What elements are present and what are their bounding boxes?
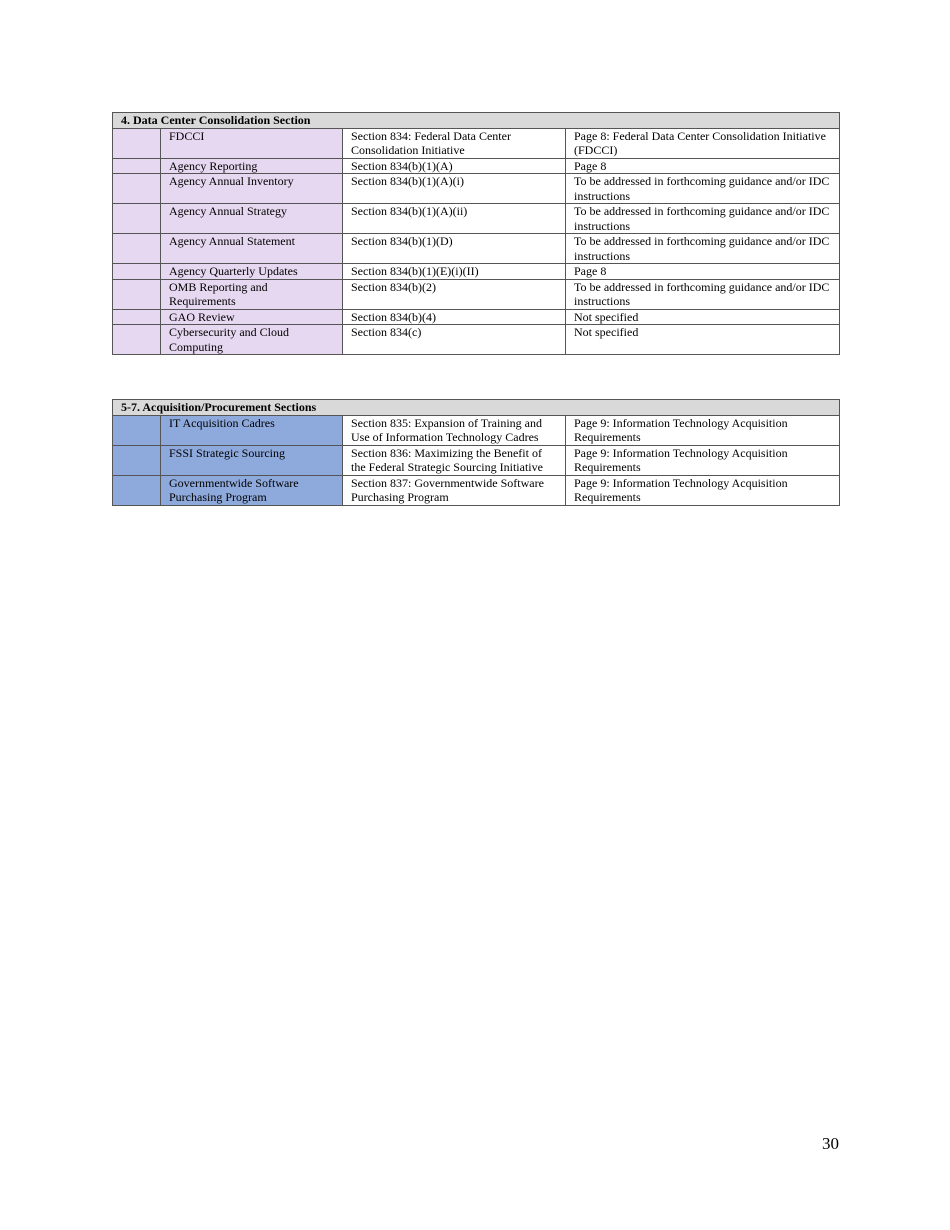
section-cell: Section 835: Expansion of Training and Use of Information Technology Cadres xyxy=(343,415,566,445)
table-header-row xyxy=(113,400,840,416)
section-cell: Section 834(b)(1)(E)(i)(II) xyxy=(343,264,566,280)
acquisition-procurement-table xyxy=(112,399,840,506)
row-marker-cell xyxy=(113,174,161,204)
page-number: 30 xyxy=(822,1134,839,1153)
section-cell: Section 834(c) xyxy=(343,325,566,355)
topic-cell: Agency Annual Inventory xyxy=(161,174,343,204)
section-cell: Section 834(b)(1)(D) xyxy=(343,234,566,264)
row-marker-cell xyxy=(113,264,161,280)
reference-cell: Page 8: Federal Data Center Consolidation Initiative (FDCCI) xyxy=(566,128,840,158)
topic-cell: Agency Annual Statement xyxy=(161,234,343,264)
topic-cell: Cybersecurity and Cloud Computing xyxy=(161,325,343,355)
section-cell: Section 834(b)(4) xyxy=(343,309,566,325)
topic-cell: Agency Quarterly Updates xyxy=(161,264,343,280)
section-cell: Section 834(b)(1)(A)(i) xyxy=(343,174,566,204)
row-marker-cell xyxy=(113,234,161,264)
topic-cell: OMB Reporting and Requirements xyxy=(161,279,343,309)
table-row xyxy=(113,264,840,280)
reference-cell: To be addressed in forthcoming guidance and/or IDC instructions xyxy=(566,174,840,204)
table-row xyxy=(113,475,840,505)
topic-cell: Agency Annual Strategy xyxy=(161,204,343,234)
reference-cell: To be addressed in forthcoming guidance and/or IDC instructions xyxy=(566,204,840,234)
reference-cell: To be addressed in forthcoming guidance and/or IDC instructions xyxy=(566,279,840,309)
table-row xyxy=(113,128,840,158)
reference-cell: Page 9: Information Technology Acquisition Requirements xyxy=(566,445,840,475)
reference-cell: Not specified xyxy=(566,309,840,325)
data-center-consolidation-table xyxy=(112,112,840,355)
section-cell: Section 837: Governmentwide Software Purchasing Program xyxy=(343,475,566,505)
section-header: 5-7. Acquisition/Procurement Sections xyxy=(113,400,840,416)
row-marker-cell xyxy=(113,415,161,445)
table-row xyxy=(113,415,840,445)
reference-cell: Page 9: Information Technology Acquisition Requirements xyxy=(566,475,840,505)
row-marker-cell xyxy=(113,158,161,174)
table-row xyxy=(113,325,840,355)
section-cell: Section 836: Maximizing the Benefit of the Federal Strategic Sourcing Initiative xyxy=(343,445,566,475)
row-marker-cell xyxy=(113,445,161,475)
topic-cell: FDCCI xyxy=(161,128,343,158)
table-header-row xyxy=(113,113,840,129)
reference-cell: To be addressed in forthcoming guidance and/or IDC instructions xyxy=(566,234,840,264)
row-marker-cell xyxy=(113,325,161,355)
topic-cell: IT Acquisition Cadres xyxy=(161,415,343,445)
table-row xyxy=(113,309,840,325)
row-marker-cell xyxy=(113,204,161,234)
reference-cell: Page 8 xyxy=(566,158,840,174)
reference-cell: Not specified xyxy=(566,325,840,355)
topic-cell: Governmentwide Software Purchasing Program xyxy=(161,475,343,505)
section-cell: Section 834(b)(1)(A)(ii) xyxy=(343,204,566,234)
table-row xyxy=(113,279,840,309)
section-header: 4. Data Center Consolidation Section xyxy=(113,113,840,129)
table-row xyxy=(113,204,840,234)
reference-cell: Page 9: Information Technology Acquisition Requirements xyxy=(566,415,840,445)
row-marker-cell xyxy=(113,309,161,325)
section-cell: Section 834(b)(2) xyxy=(343,279,566,309)
table-row xyxy=(113,234,840,264)
table-row xyxy=(113,158,840,174)
table-body xyxy=(113,113,840,355)
row-marker-cell xyxy=(113,128,161,158)
reference-cell: Page 8 xyxy=(566,264,840,280)
section-cell: Section 834: Federal Data Center Consolidation Initiative xyxy=(343,128,566,158)
topic-cell: Agency Reporting xyxy=(161,158,343,174)
row-marker-cell xyxy=(113,279,161,309)
topic-cell: GAO Review xyxy=(161,309,343,325)
table-row xyxy=(113,445,840,475)
table-row xyxy=(113,174,840,204)
topic-cell: FSSI Strategic Sourcing xyxy=(161,445,343,475)
row-marker-cell xyxy=(113,475,161,505)
table-body xyxy=(113,400,840,506)
section-cell: Section 834(b)(1)(A) xyxy=(343,158,566,174)
